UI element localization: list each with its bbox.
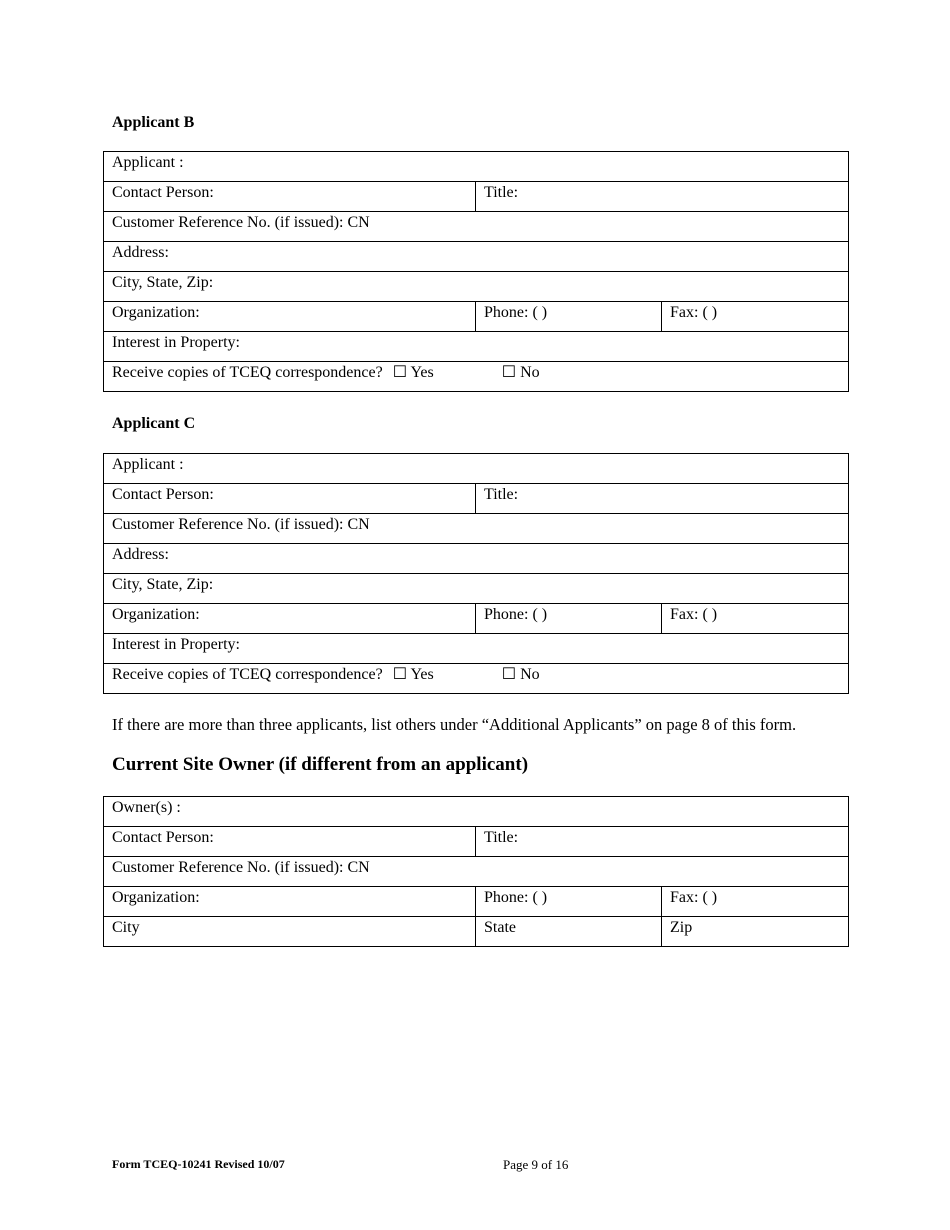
applicant-c-yes-checkbox[interactable]: ☐ Yes bbox=[392, 666, 434, 683]
applicant-b-phone-field[interactable]: Phone: ( ) bbox=[476, 302, 662, 332]
site-owner-heading: Current Site Owner (if different from an applicant) bbox=[112, 754, 529, 775]
applicant-b-receive-copies-label: Receive copies of TCEQ correspondence? bbox=[112, 364, 383, 381]
applicant-c-city-state-zip-field[interactable]: City, State, Zip: bbox=[104, 574, 849, 604]
footer-page-number: Page 9 of 16 bbox=[503, 1157, 569, 1172]
applicant-b-yes-checkbox[interactable]: ☐ Yes bbox=[392, 364, 434, 381]
additional-applicants-note: If there are more than three applicants, list others under “Additional Applicants” on page 8 of this form. bbox=[112, 715, 797, 734]
applicant-b-heading: Applicant B bbox=[112, 114, 195, 131]
site-owner-state-field[interactable]: State bbox=[476, 917, 662, 947]
site-owner-title-field[interactable]: Title: bbox=[476, 827, 849, 857]
applicant-b-city-state-zip-field[interactable]: City, State, Zip: bbox=[104, 272, 849, 302]
site-owner-contact-person-field[interactable]: Contact Person: bbox=[104, 827, 476, 857]
applicant-c-no-checkbox[interactable]: ☐ No bbox=[501, 666, 540, 683]
applicant-b-table bbox=[103, 151, 849, 392]
applicant-c-receive-copies-label: Receive copies of TCEQ correspondence? bbox=[112, 666, 383, 683]
applicant-b-title-field[interactable]: Title: bbox=[476, 182, 849, 212]
applicant-c-address-field[interactable]: Address: bbox=[104, 544, 849, 574]
applicant-b-address-field[interactable]: Address: bbox=[104, 242, 849, 272]
applicant-c-fax-field[interactable]: Fax: ( ) bbox=[662, 604, 849, 634]
site-owner-table bbox=[103, 796, 849, 947]
applicant-c-title-field[interactable]: Title: bbox=[476, 484, 849, 514]
site-owner-customer-ref-field[interactable]: Customer Reference No. (if issued): CN bbox=[104, 857, 849, 887]
site-owner-organization-field[interactable]: Organization: bbox=[104, 887, 476, 917]
applicant-b-fax-field[interactable]: Fax: ( ) bbox=[662, 302, 849, 332]
applicant-b-applicant-field[interactable]: Applicant : bbox=[104, 152, 849, 182]
applicant-c-heading: Applicant C bbox=[112, 415, 196, 432]
applicant-c-customer-ref-field[interactable]: Customer Reference No. (if issued): CN bbox=[104, 514, 849, 544]
applicant-c-organization-field[interactable]: Organization: bbox=[104, 604, 476, 634]
footer-form-id: Form TCEQ-10241 Revised 10/07 bbox=[112, 1157, 285, 1171]
applicant-b-customer-ref-field[interactable]: Customer Reference No. (if issued): CN bbox=[104, 212, 849, 242]
applicant-c-receive-copies-row bbox=[104, 664, 849, 694]
applicant-c-applicant-field[interactable]: Applicant : bbox=[104, 454, 849, 484]
applicant-c-contact-person-field[interactable]: Contact Person: bbox=[104, 484, 476, 514]
site-owner-fax-field[interactable]: Fax: ( ) bbox=[662, 887, 849, 917]
applicant-b-organization-field[interactable]: Organization: bbox=[104, 302, 476, 332]
applicant-b-no-checkbox[interactable]: ☐ No bbox=[501, 364, 540, 381]
site-owner-phone-field[interactable]: Phone: ( ) bbox=[476, 887, 662, 917]
applicant-c-table bbox=[103, 453, 849, 694]
applicant-b-contact-person-field[interactable]: Contact Person: bbox=[104, 182, 476, 212]
applicant-b-receive-copies-row bbox=[104, 362, 849, 392]
site-owner-zip-field[interactable]: Zip bbox=[662, 917, 849, 947]
site-owner-city-field[interactable]: City bbox=[104, 917, 476, 947]
applicant-c-phone-field[interactable]: Phone: ( ) bbox=[476, 604, 662, 634]
site-owner-owners-field[interactable]: Owner(s) : bbox=[104, 797, 849, 827]
applicant-b-interest-field[interactable]: Interest in Property: bbox=[104, 332, 849, 362]
applicant-c-interest-field[interactable]: Interest in Property: bbox=[104, 634, 849, 664]
